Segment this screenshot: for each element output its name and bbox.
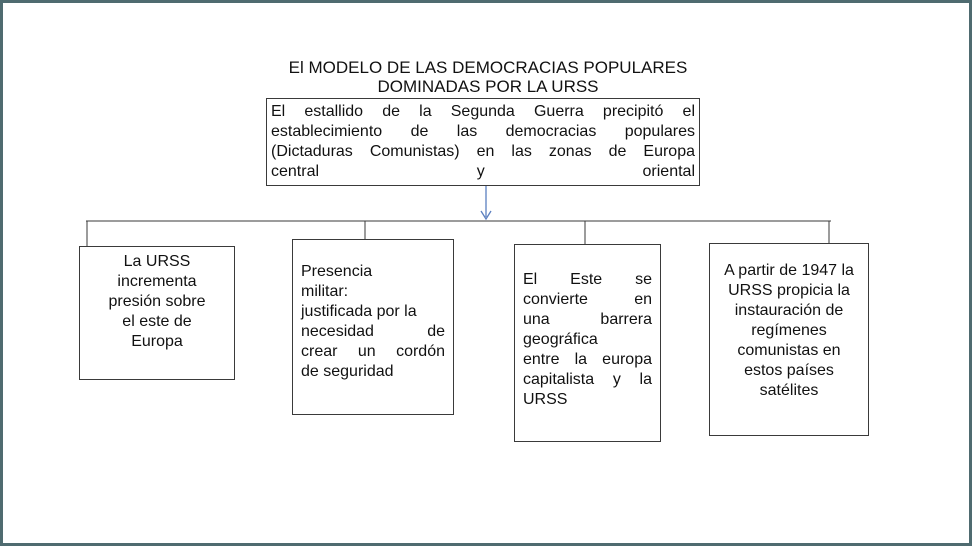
title-line-2: DOMINADAS POR LA URSS	[377, 77, 599, 96]
box2-line: crear un cordón	[301, 343, 445, 360]
box1-line: Europa	[131, 333, 183, 350]
box2-line: necesidad de	[301, 323, 445, 340]
box3-line: entre la europa	[523, 351, 652, 368]
box3-line: URSS	[523, 391, 568, 408]
box3-line: convierte en	[523, 291, 652, 308]
box2-line: Presencia	[301, 263, 373, 280]
box4-line: URSS propicia la	[728, 282, 850, 299]
main-statement-box	[266, 98, 700, 186]
box4-line: A partir de 1947 la	[724, 262, 854, 279]
main-statement-line: central y oriental	[271, 163, 695, 180]
box4-line: regímenes	[751, 322, 827, 339]
box3-line: El Este se	[523, 271, 652, 288]
consequence-box-1	[79, 246, 235, 380]
box4-line: satélites	[759, 382, 819, 399]
main-statement-line: El estallido de la Segunda Guerra precipitó el	[271, 103, 695, 120]
box3-line: una barrera	[523, 311, 652, 328]
box2-line: justificada por la	[301, 303, 417, 320]
consequence-box-2	[292, 239, 454, 415]
box4-line: estos países	[744, 362, 834, 379]
diagram-title	[253, 58, 723, 96]
main-statement-line: (Dictaduras Comunistas) en las zonas de Europa	[271, 143, 695, 160]
box2-line: militar:	[301, 283, 349, 300]
box4-line: instauración de	[734, 302, 844, 319]
box1-line: el este de	[122, 313, 192, 330]
title-line-1: El MODELO DE LAS DEMOCRACIAS POPULARES	[288, 58, 688, 77]
box2-line: de seguridad	[301, 363, 394, 380]
consequence-box-4	[709, 243, 869, 436]
box1-line: incrementa	[117, 273, 197, 290]
main-statement-line: establecimiento de las democracias populares	[271, 123, 695, 140]
box3-line: capitalista y la	[523, 371, 652, 388]
consequence-box-3	[514, 244, 661, 442]
box4-line: comunistas en	[737, 342, 841, 359]
box1-line: La URSS	[123, 253, 191, 270]
box3-line: geográfica	[523, 331, 598, 348]
box1-line: presión sobre	[108, 293, 206, 310]
